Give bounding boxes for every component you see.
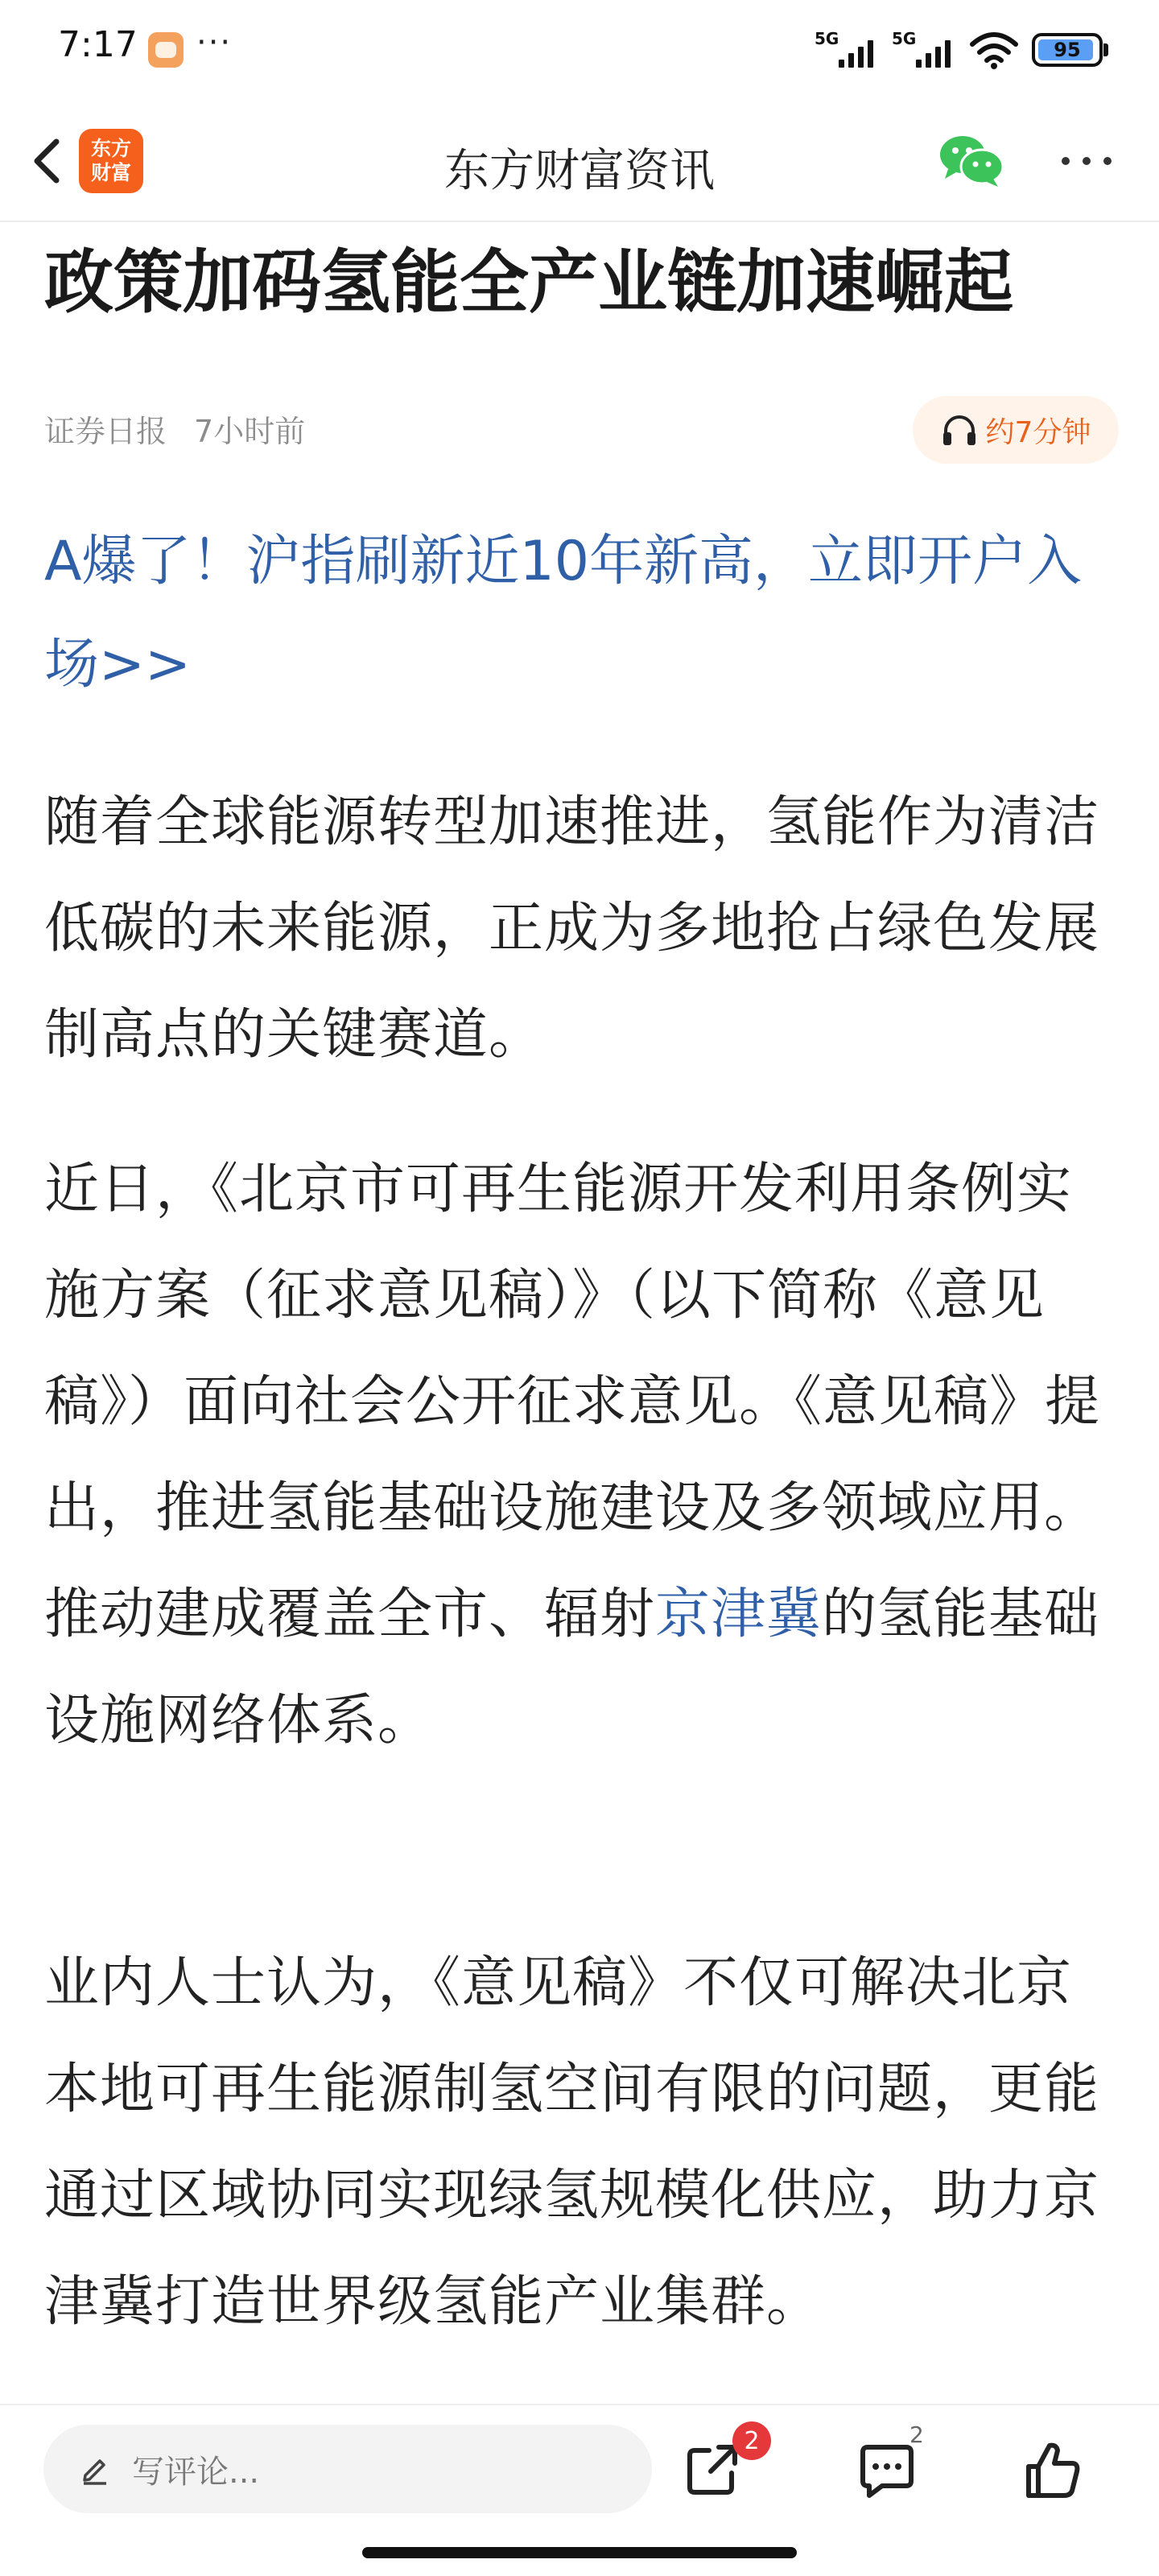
keyword-link-jingjinji[interactable]: 京津冀 bbox=[655, 1583, 823, 1646]
wifi-icon bbox=[969, 30, 1019, 70]
battery-percent: 95 bbox=[1054, 39, 1081, 61]
article-paragraph-1: 随着全球能源转型加速推进，氢能作为清洁低碳的未来能源，正成为多地抢占绿色发展制高点的关键赛道。 bbox=[44, 791, 1100, 1067]
signal-icon bbox=[815, 29, 879, 71]
article-title: 政策加码氢能全产业链加速崛起 bbox=[44, 242, 1013, 323]
app-header bbox=[0, 100, 1159, 222]
listen-duration: 约7分钟 bbox=[985, 415, 1091, 449]
article-time: 7小时前 bbox=[194, 414, 306, 449]
share-count-badge: 2 bbox=[732, 2421, 771, 2460]
headphones-icon bbox=[941, 413, 978, 447]
network-type-2: 5G bbox=[892, 29, 917, 48]
wechat-icon[interactable] bbox=[938, 132, 1004, 188]
page-title: 东方财富资讯 bbox=[444, 145, 715, 197]
thumbs-up-icon[interactable] bbox=[1011, 2429, 1091, 2510]
listen-button[interactable] bbox=[913, 396, 1119, 464]
network-type: 5G bbox=[815, 29, 839, 48]
status-bar bbox=[0, 0, 1159, 100]
comment-count: 2 bbox=[909, 2421, 924, 2448]
more-icon[interactable] bbox=[1054, 137, 1119, 185]
logo-line-1: 东方 bbox=[90, 137, 131, 160]
status-more-dots: ··· bbox=[196, 24, 233, 61]
status-indicators bbox=[815, 27, 1103, 72]
paragraph-2-text-a: 近日，《北京市可再生能源开发利用条例实施方案（征求意见稿）》（以下简称《意见稿》）面向社会公开征求意见。《意见稿》提出，推进氢能基础设施建设及多领域应用。推动建成覆盖全市、辐射 bbox=[44, 1158, 1101, 1646]
promo-link[interactable]: A爆了！沪指刷新近10年新高，立即开户入场>> bbox=[44, 530, 1083, 696]
home-indicator[interactable] bbox=[362, 2547, 797, 2558]
comment-placeholder: 写评论... bbox=[132, 2453, 260, 2491]
status-time: 7:17 bbox=[58, 24, 138, 65]
article-paragraph-3: 业内人士认为，《意见稿》不仅可解决北京本地可再生能源制氢空间有限的问题，更能通过区域协同实现绿氢规模化供应，助力京津冀打造世界级氢能产业集群。 bbox=[44, 1951, 1100, 2334]
signal-icon-2 bbox=[892, 29, 956, 71]
paragraph-2-text-b: 的氢能基础设施网络体系。 bbox=[44, 1583, 1100, 1752]
chat-app-icon bbox=[148, 32, 184, 68]
comment-input[interactable] bbox=[43, 2425, 652, 2513]
article-source: 证券日报 bbox=[44, 414, 167, 449]
bottom-action-bar bbox=[0, 2404, 1159, 2576]
logo-line-2: 财富 bbox=[90, 161, 131, 184]
article-meta bbox=[44, 407, 305, 451]
pen-icon bbox=[79, 2453, 111, 2485]
article-paragraph-2 bbox=[44, 1137, 1127, 1774]
battery-icon bbox=[1032, 33, 1103, 67]
